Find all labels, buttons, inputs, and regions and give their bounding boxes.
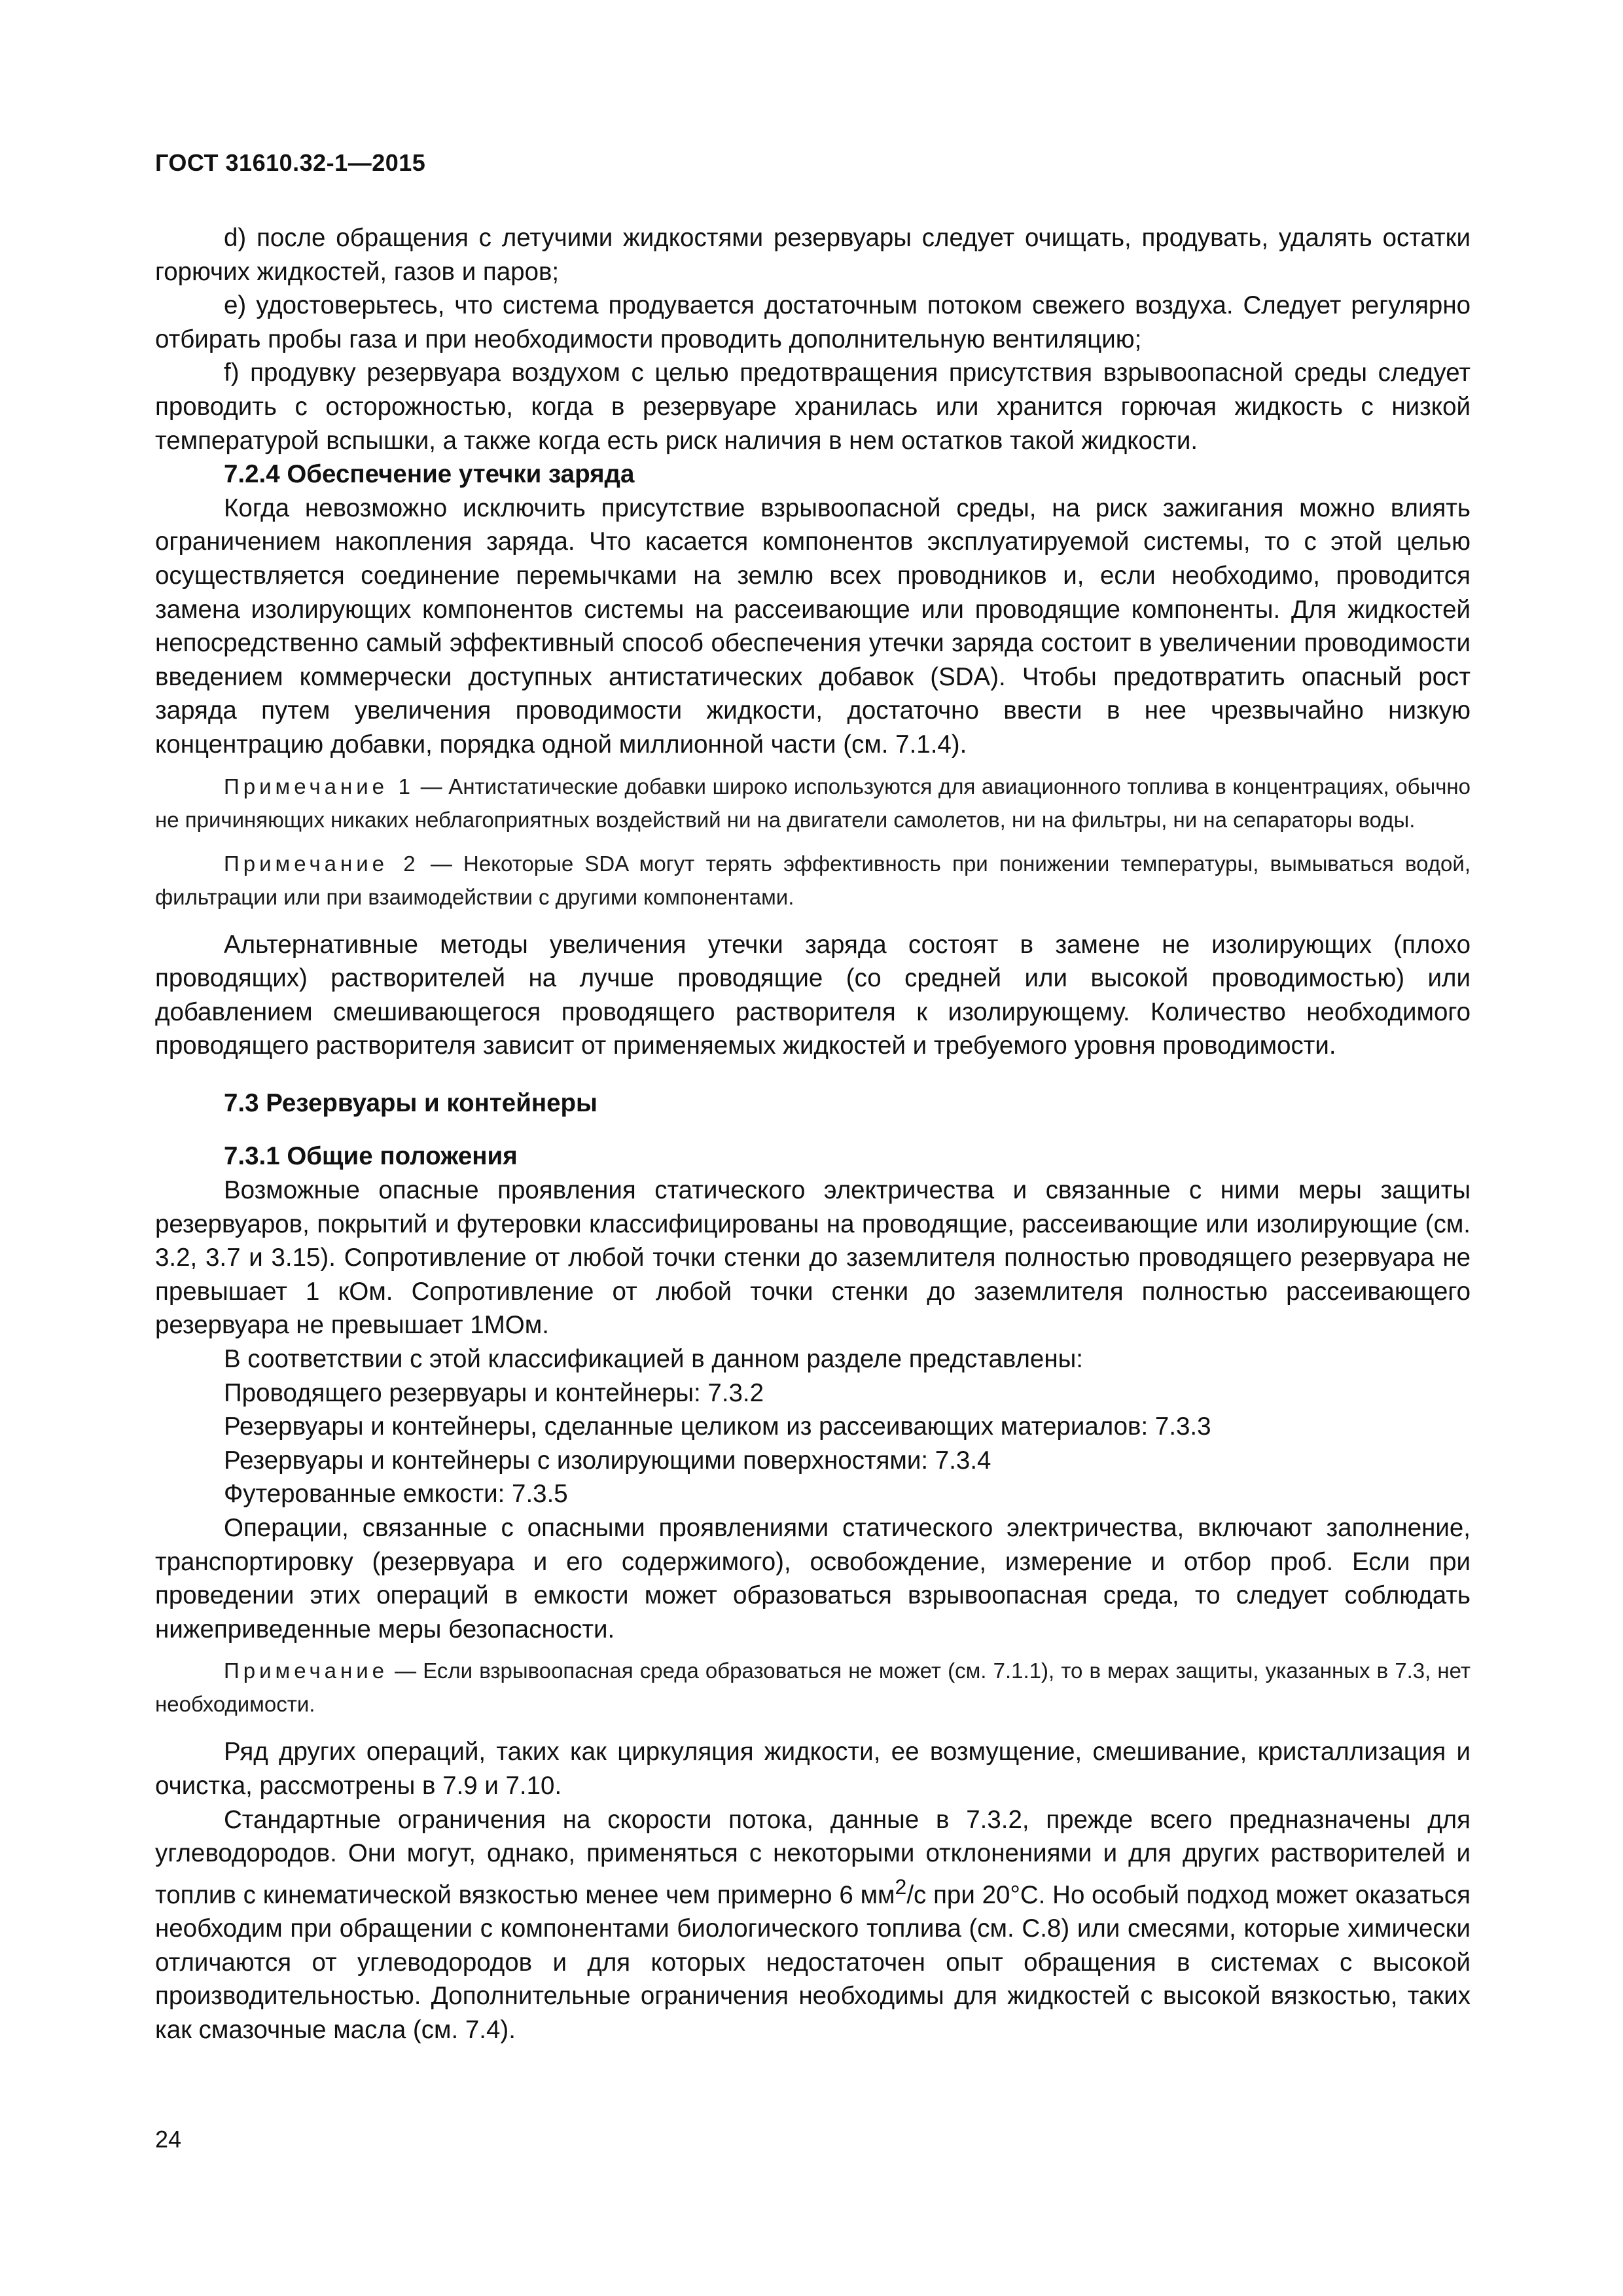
paragraph: Когда невозможно исключить присутствие взрывоопасной среды, на риск зажигания можно влиять ограничением накопления заряда. Что касается компонентов эксплуатируемой системы, то с этой целью осуществляется соединение перемычками на землю всех проводников и, если необходимо, проводится замена изолирующих компонентов системы на рассеивающие или проводящие компоненты. Для жидкостей непосредственно самый эффективный способ обеспечения утечки заряда состоит в увеличении проводимости введением коммерчески доступных антистатических добавок (SDA). Чтобы предотвратить опасный рост заряда путем увеличения проводимости жидкости, достаточно ввести в нее чрезвычайно низкую концентрацию добавки, порядка одной миллионной части (см. 7.1.4). [155, 493, 1471, 759]
paragraph: Возможные опасные проявления статического электричества и связанные с ними меры защиты резервуаров, покрытий и футеровки классифицированы на проводящие, рассеивающие или изолирующие (см. 3.2, 3.7 и 3.15). Сопротивление от любой точки стенки до заземлителя полностью проводящего резервуара не превышает 1 кОм. Сопротивление от любой точки стенки до заземлителя полностью рассеивающего резервуара не превышает 1МОм. [155, 1176, 1471, 1340]
paragraph-text: /с при 20°С. Но особый подход может оказаться необходим при обращении с компонентами биологического топлива (см. С.8) или смесями, которые химически отличаются от углеводородов и для которых недостаточен опыт обращения в системах с высокой производительностью. Дополнительные ограничения необходимы для жидкостей с высокой вязкостью, таких как смазочные масла (см. 7.4). [155, 1880, 1471, 2044]
list-item: Резервуары и контейнеры, сделанные целиком из рассеивающих материалов: 7.3.3 [224, 1412, 1211, 1441]
list-item-f: f) продувку резервуара воздухом с целью предотвращения присутствия взрывоопасной среды следует проводить с осторожностью, когда в резервуаре хранилась или хранится горючая жидкость с низкой температурой вспышки, а также когда есть риск наличия в нем остатков такой жидкости. [155, 359, 1471, 455]
page-content [155, 221, 1471, 2047]
list-item: Проводящего резервуары и контейнеры: 7.3.2 [224, 1378, 764, 1407]
note [155, 1654, 1471, 1721]
note-label: Примечание 2 [224, 851, 419, 876]
paragraph [155, 1803, 1471, 2047]
section-heading-7-2-4: 7.2.4 Обеспечение утечки заряда [224, 460, 635, 489]
note [155, 847, 1471, 914]
paragraph: Альтернативные методы увеличения утечки заряда состоят в замене не изолирующих (плохо проводящих) растворителей на лучше проводящие (со средней или высокой проводимостью) или добавлением смешивающегося проводящего растворителя к изолирующему. Количество необходимого проводящего растворителя зависит от применяемых жидкостей и требуемого уровня проводимости. [155, 930, 1471, 1060]
section-heading-7-3: 7.3 Резервуары и контейнеры [224, 1088, 597, 1117]
superscript: 2 [895, 1874, 907, 1899]
paragraph: Ряд других операций, таких как циркуляция жидкости, ее возмущение, смешивание, кристаллизация и очистка, рассмотрены в 7.9 и 7.10. [155, 1738, 1471, 1800]
note [155, 770, 1471, 836]
note-label: Примечание [224, 1659, 389, 1683]
paragraph: Операции, связанные с опасными проявлениями статического электричества, включают заполнение, транспортировку (резервуара и его содержимого), освобождение, измерение и отбор проб. Если при проведении этих операций в емкости может образоваться взрывоопасная среда, то следует соблюдать нижеприведенные меры безопасности. [155, 1514, 1471, 1643]
section-heading-7-3-1: 7.3.1 Общие положения [224, 1142, 518, 1171]
list-intro: В соответствии с этой классификацией в данном разделе представлены: [224, 1345, 1083, 1374]
page-number: 24 [155, 2126, 182, 2153]
note-text: — Антистатические добавки широко используются для авиационного топлива в концентрациях, обычно не причиняющих никаких неблагоприятных воздействий ни на двигатели самолетов, ни на фильтры, ни на сепараторы воды. [155, 774, 1471, 832]
paragraph-text: Стандартные ограничения на скорости потока, данные в 7.3.2, прежде всего предназначены для углеводородов. Они могут, однако, применяться с некоторыми отклонениями и для других растворителей и топлив с кинематической вязкостью менее чем примерно 6 мм [155, 1805, 1471, 1909]
note-label: Примечание 1 [224, 774, 415, 798]
list-item: Резервуары и контейнеры с изолирующими поверхностями: 7.3.4 [224, 1446, 991, 1475]
list-item-d: d) после обращения с летучими жидкостями резервуары следует очищать, продувать, удалять остатки горючих жидкостей, газов и паров; [155, 224, 1471, 286]
list-item-e: e) удостоверьтесь, что система продувается достаточным потоком свежего воздуха. Следует регулярно отбирать пробы газа и при необходимости проводить дополнительную вентиляцию; [155, 291, 1471, 353]
note-text: — Некоторые SDA могут терять эффективность при понижении температуры, вымываться водой, фильтрации или при взаимодействии с другими компонентами. [155, 851, 1471, 909]
document-header: ГОСТ 31610.32-1—2015 [155, 149, 426, 176]
list-item: Футерованные емкости: 7.3.5 [224, 1480, 568, 1509]
note-text: — Если взрывоопасная среда образоваться не может (см. 7.1.1), то в мерах защиты, указанных в 7.3, нет необходимости. [155, 1659, 1471, 1717]
